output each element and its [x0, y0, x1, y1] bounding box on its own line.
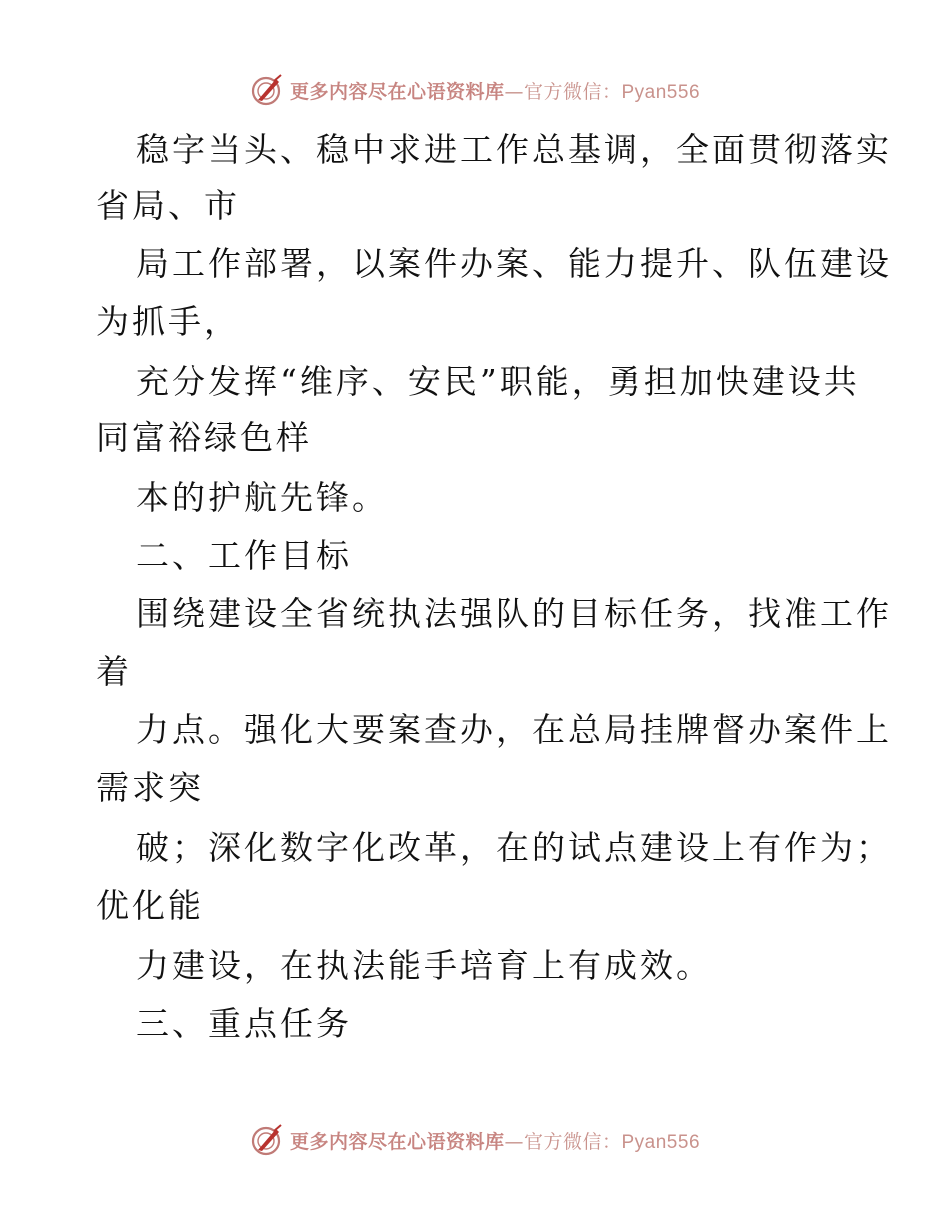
footer-watermark-banner — [0, 1120, 950, 1160]
section-heading-tasks: 三、重点任务 — [136, 1004, 352, 1043]
body-line: 本的护航先锋。 — [136, 478, 388, 517]
header-watermark-banner — [0, 70, 950, 110]
watermark-wechat-id: Pyan556 — [621, 1131, 701, 1153]
watermark-wechat-id: Pyan556 — [621, 81, 701, 103]
body-line: 局工作部署，以案件办案、能力提升、队伍建设 — [136, 244, 892, 283]
watermark-wechat-label: 官方微信： — [523, 80, 622, 103]
body-line: 省局、市 — [96, 186, 240, 225]
watermark-text — [290, 77, 700, 104]
body-line: 着 — [96, 652, 132, 691]
body-line: 力建设，在执法能手培育上有成效。 — [136, 946, 712, 985]
body-line: 同富裕绿色样 — [96, 418, 312, 457]
body-line: 稳字当头、稳中求进工作总基调，全面贯彻落实 — [136, 130, 892, 169]
body-line: 破；深化数字化改革，在的试点建设上有作为； — [136, 828, 892, 867]
watermark-wechat-label: 官方微信： — [523, 1130, 622, 1153]
watermark-site: 更多内容尽在心语资料库 — [289, 1130, 505, 1153]
watermark-separator: — — [504, 80, 524, 103]
body-line: 围绕建设全省统执法强队的目标任务，找准工作 — [136, 594, 892, 633]
body-line: 充分发挥“维序、安民”职能，勇担加快建设共 — [136, 362, 860, 401]
body-line: 优化能 — [96, 886, 204, 925]
body-line: 为抓手， — [96, 302, 240, 341]
section-heading-goals: 二、工作目标 — [136, 536, 352, 575]
quill-logo-icon — [250, 73, 284, 107]
watermark-separator: — — [504, 1130, 524, 1153]
quill-logo-icon — [250, 1123, 284, 1157]
body-line: 需求突 — [96, 768, 204, 807]
watermark-site: 更多内容尽在心语资料库 — [289, 80, 505, 103]
body-line: 力点。强化大要案查办，在总局挂牌督办案件上 — [136, 710, 892, 749]
watermark-text — [290, 1127, 700, 1154]
